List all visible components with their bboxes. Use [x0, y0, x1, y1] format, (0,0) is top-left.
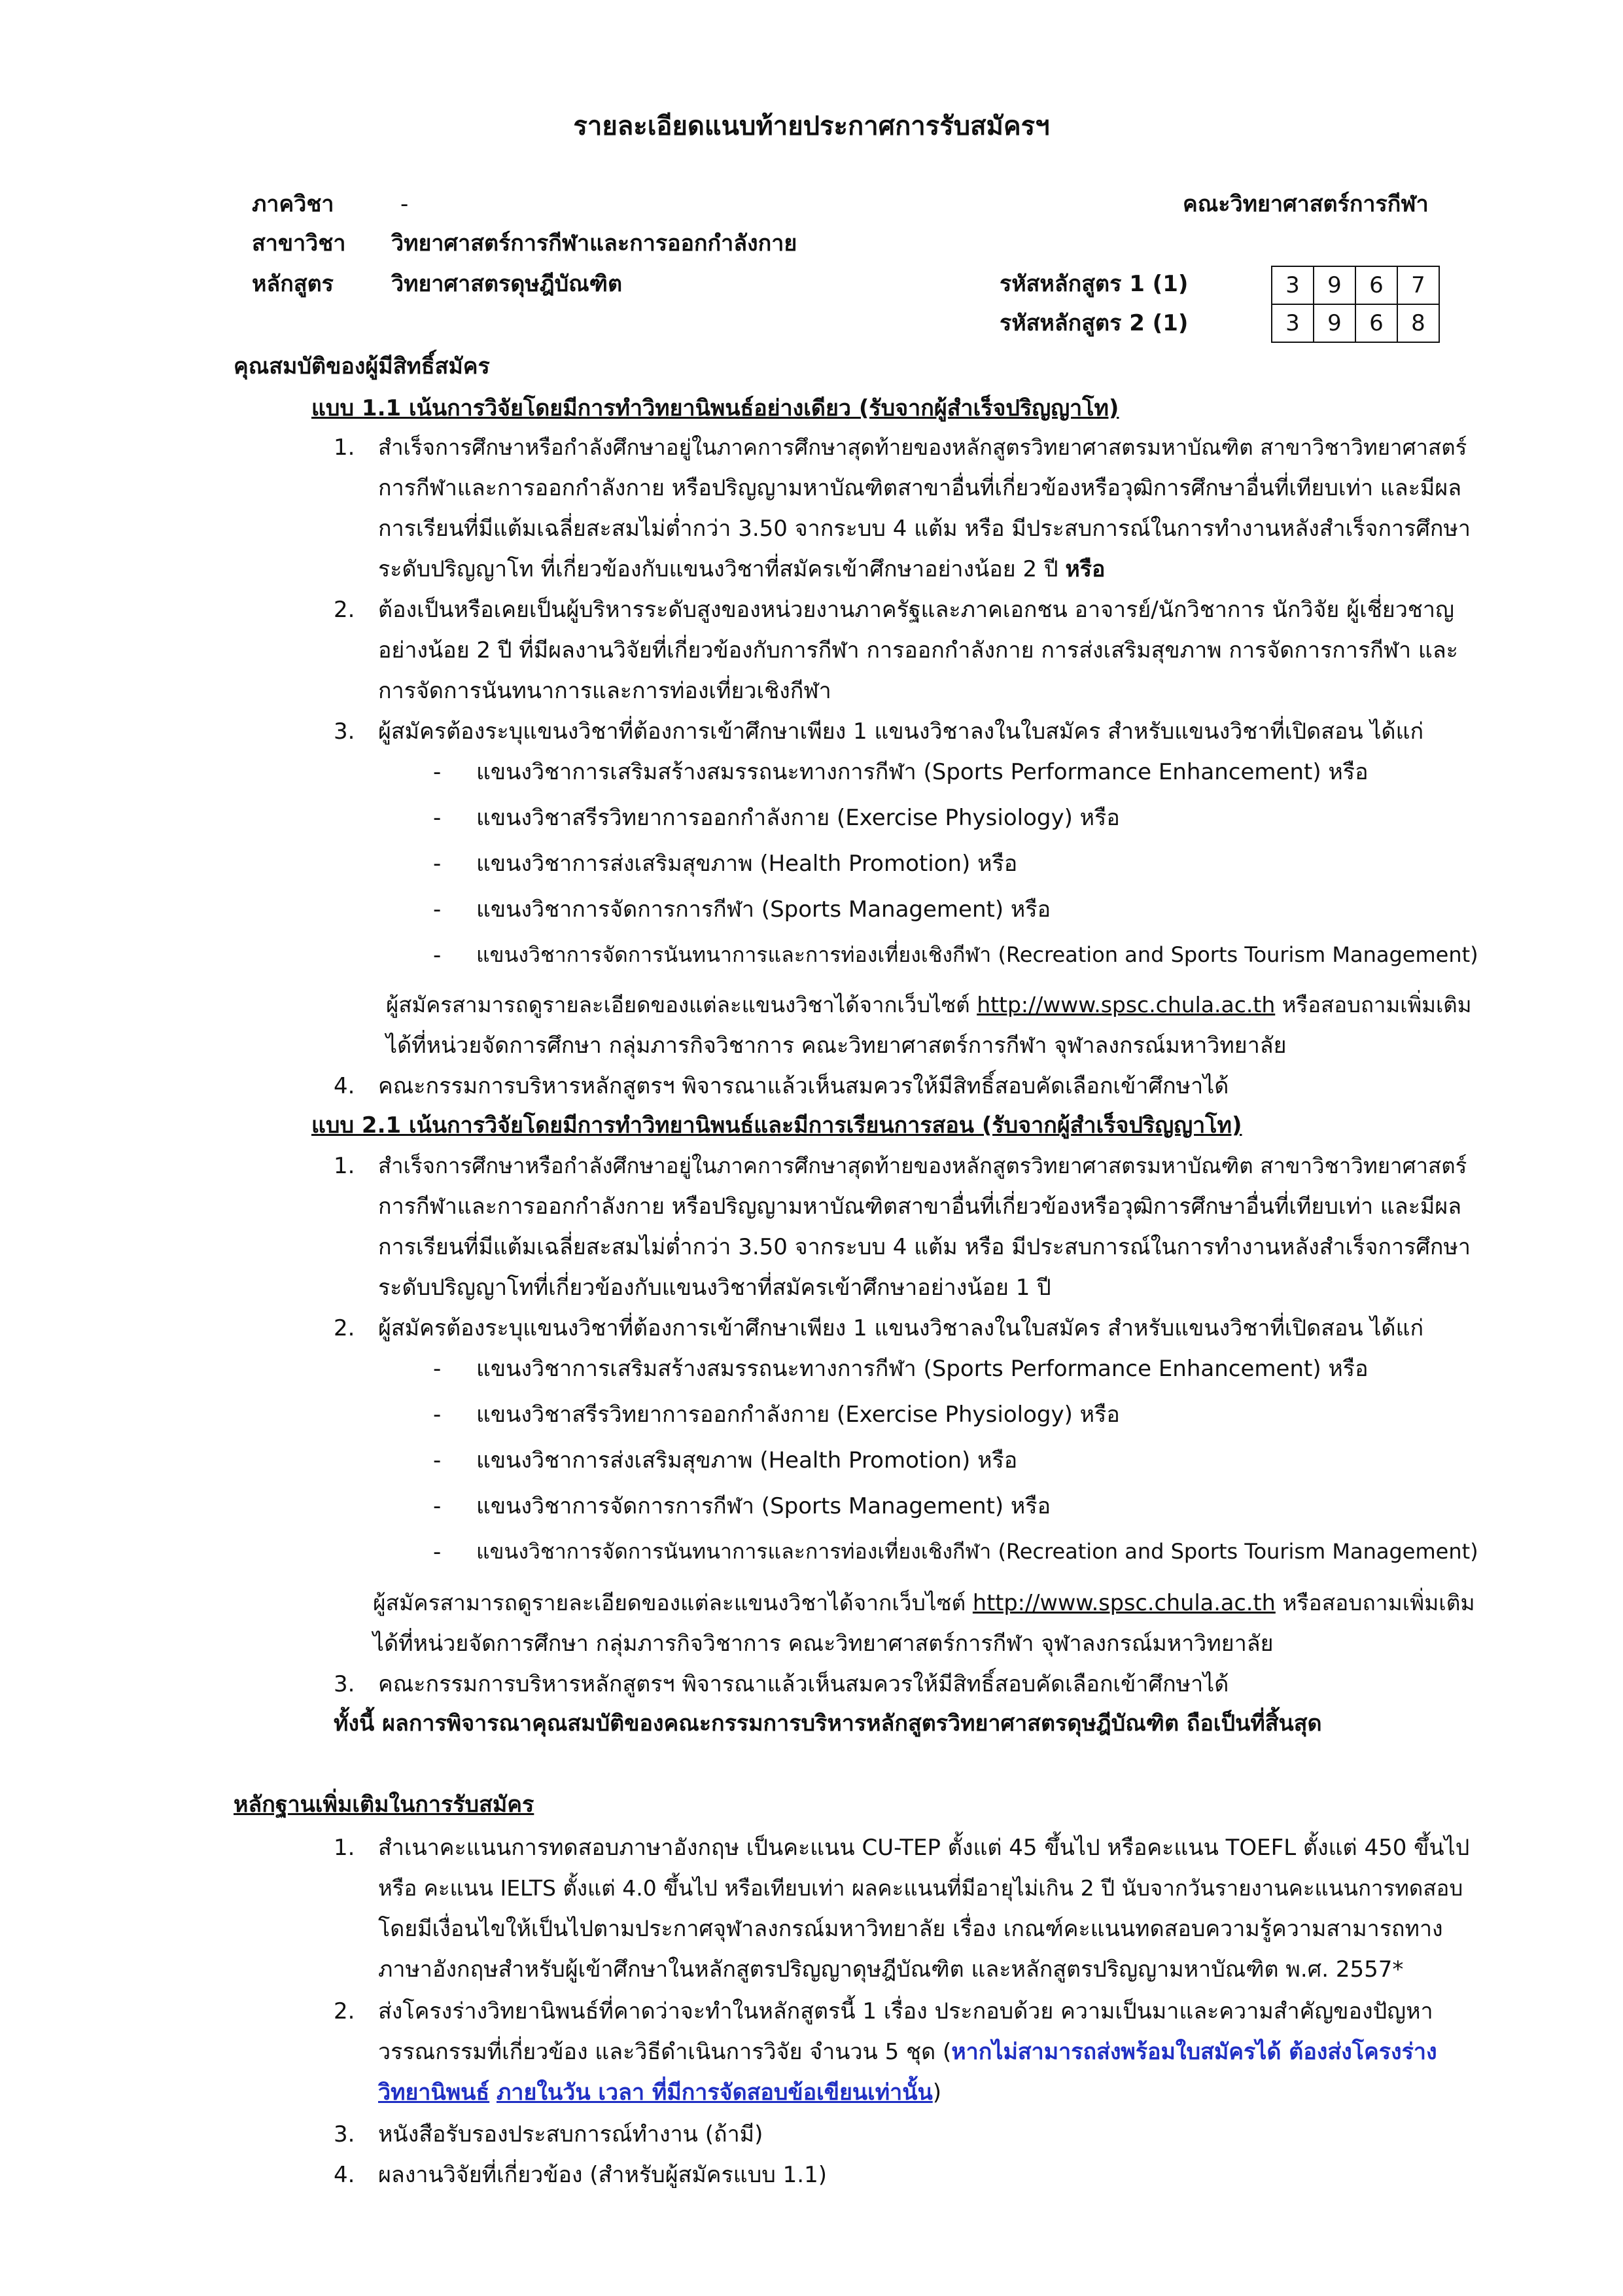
website-text: หรือสอบถามเพิ่มเติม — [1282, 992, 1472, 1017]
or-keyword: หรือ — [1065, 556, 1106, 582]
evidence-item-1-line: โดยมีเงื่อนไขให้เป็นไปตามประกาศจุฬาลงกรณ์มหาวิทยาลัย เรื่อง เกณฑ์คะแนนทดสอบความรู้ความสามารถทาง — [378, 1916, 1443, 1942]
plan-2-1-item-1-line: ระดับปริญญาโทที่เกี่ยวข้องกับแขนงวิชาที่สมัครเข้าศึกษาอย่างน้อย 1 ปี — [378, 1275, 1051, 1301]
evidence-item-2-line — [378, 2039, 1437, 2066]
evidence-item-2-number: 2. — [334, 1998, 355, 2024]
program-label: หลักสูตร — [252, 271, 334, 297]
plan-2-1-track: แขนงวิชาการจัดการนันทนาการและการท่องเที่ยงเชิงกีฬา (Recreation and Sports Tourism Management) — [476, 1539, 1478, 1564]
evidence-item-2-text: วรรณกรรมที่เกี่ยวข้อง และวิธีดำเนินการวิจัย จำนวน 5 ชุด ( — [378, 2039, 952, 2065]
plan-2-1-track: แขนงวิชาการส่งเสริมสุขภาพ (Health Promotion) หรือ — [476, 1447, 1018, 1474]
plan-1-1-item-1-line-text: ระดับปริญญาโท ที่เกี่ยวข้องกับแขนงวิชาที่สมัครเข้าศึกษาอย่างน้อย 2 ปี — [378, 556, 1058, 582]
program-value: วิทยาศาสตรดุษฎีบัณฑิต — [391, 271, 623, 297]
final-note: ทั้งนี้ ผลการพิจารณาคุณสมบัติของคณะกรรมการบริหารหลักสูตรวิทยาศาสตรดุษฎีบัณฑิต ถือเป็นที่สิ้นสุด — [334, 1710, 1322, 1737]
list-dash: - — [433, 1356, 442, 1382]
evidence-item-1-line: สำเนาคะแนนการทดสอบภาษาอังกฤษ เป็นคะแนน CU-TEP ตั้งแต่ 45 ขึ้นไป หรือคะแนน TOEFL ตั้งแต่ 450 ขึ้นไป — [378, 1835, 1470, 1861]
website-link[interactable]: http://www.spsc.chula.ac.th — [972, 1590, 1276, 1616]
plan-2-1-item-2-number: 2. — [334, 1315, 355, 1341]
evidence-item-4-number: 4. — [334, 2162, 355, 2188]
plan-2-1-heading: แบบ 2.1 เน้นการวิจัยโดยมีการทำวิทยานิพนธ์และมีการเรียนการสอน (รับจากผู้สำเร็จปริญญาโท) — [311, 1112, 1242, 1139]
department-value: - — [400, 191, 409, 217]
list-dash: - — [433, 805, 442, 831]
list-dash: - — [433, 1447, 442, 1474]
department-label: ภาควิชา — [252, 191, 334, 217]
website-link[interactable]: http://www.spsc.chula.ac.th — [977, 992, 1276, 1017]
plan-1-1-item-1-line: การกีฬาและการออกกำลังกาย หรือปริญญามหาบัณฑิตสาขาอื่นที่เกี่ยวข้องหรือวุฒิการศึกษาอื่นที่เทียบเท่า และมีผล — [378, 475, 1462, 501]
evidence-item-3-line: หนังสือรับรองประสบการณ์ทำงาน (ถ้ามี) — [378, 2121, 763, 2147]
plan-1-1-item-1-number: 1. — [334, 434, 355, 461]
evidence-item-2-highlight: หากไม่สามารถส่งพร้อมใบสมัครได้ ต้องส่งโครงร่าง — [951, 2039, 1437, 2065]
major-value: วิทยาศาสตร์การกีฬาและการออกกำลังกาย — [391, 230, 797, 256]
evidence-item-2-highlight: วิทยานิพนธ์ — [378, 2079, 490, 2106]
plan-1-1-item-1-line — [378, 556, 1105, 583]
plan-1-1-item-2-line: การจัดการนันทนาการและการท่องเที่ยวเชิงกีฬา — [378, 678, 831, 704]
website-text: ผู้สมัครสามารถดูรายละเอียดของแต่ละแขนงวิชาได้จากเว็บไซต์ — [386, 992, 970, 1017]
plan-1-1-track: แขนงวิชาสรีรวิทยาการออกกำลังกาย (Exercise Physiology) หรือ — [476, 805, 1120, 831]
list-dash: - — [433, 942, 442, 968]
list-dash: - — [433, 851, 442, 877]
code-digit: 3 — [1272, 304, 1314, 342]
plan-1-1-website-line — [386, 992, 1471, 1018]
code-digit: 7 — [1397, 266, 1439, 304]
website-text: ผู้สมัครสามารถดูรายละเอียดของแต่ละแขนงวิชาได้จากเว็บไซต์ — [373, 1590, 966, 1616]
list-dash: - — [433, 1493, 442, 1519]
code-digit: 3 — [1272, 266, 1314, 304]
plan-2-1-item-1-line: การเรียนที่มีแต้มเฉลี่ยสะสมไม่ต่ำกว่า 3.50 จากระบบ 4 แต้ม หรือ มีประสบการณ์ในการทำงานหลังสำเร็จการศึกษา — [378, 1234, 1471, 1260]
list-dash: - — [433, 1539, 442, 1565]
plan-1-1-item-4-number: 4. — [334, 1073, 355, 1099]
document-title: รายละเอียดแนบท้ายประกาศการรับสมัครฯ — [573, 111, 1050, 141]
plan-1-1-item-2-line: ต้องเป็นหรือเคยเป็นผู้บริหารระดับสูงของหน่วยงานภาครัฐและภาคเอกชน อาจารย์/นักวิชาการ นักวิจัย ผู้เชี่ยวชาญ — [378, 597, 1454, 623]
plan-2-1-item-1-number: 1. — [334, 1153, 355, 1179]
plan-1-1-heading: แบบ 1.1 เน้นการวิจัยโดยมีการทำวิทยานิพนธ์อย่างเดียว (รับจากผู้สำเร็จปริญญาโท) — [311, 395, 1119, 421]
evidence-item-1-line: ภาษาอังกฤษสำหรับผู้เข้าศึกษาในหลักสูตรปริญญาดุษฎีบัณฑิต และหลักสูตรปริญญามหาบัณฑิต พ.ศ. 2557* — [378, 1956, 1404, 1983]
evidence-item-2-text: ) — [932, 2079, 941, 2106]
plan-1-1-item-1-line: การเรียนที่มีแต้มเฉลี่ยสะสมไม่ต่ำกว่า 3.50 จากระบบ 4 แต้ม หรือ มีประสบการณ์ในการทำงานหลังสำเร็จการศึกษา — [378, 516, 1471, 542]
plan-2-1-website-line-2: ได้ที่หน่วยจัดการศึกษา กลุ่มภารกิจวิชาการ คณะวิทยาศาสตร์การกีฬา จุฬาลงกรณ์มหาวิทยาลัย — [373, 1631, 1274, 1657]
code-digit: 9 — [1314, 266, 1355, 304]
program-code-1-boxes — [1271, 266, 1440, 305]
plan-2-1-track: แขนงวิชาการเสริมสร้างสมรรถนะทางการกีฬา (Sports Performance Enhancement) หรือ — [476, 1356, 1369, 1382]
plan-1-1-item-2-line: อย่างน้อย 2 ปี ที่มีผลงานวิจัยที่เกี่ยวข้องกับการกีฬา การออกกำลังกาย การส่งเสริมสุขภาพ การจัดการการกีฬา และ — [378, 637, 1458, 663]
plan-1-1-item-4-line: คณะกรรมการบริหารหลักสูตรฯ พิจารณาแล้วเห็นสมควรให้มีสิทธิ์สอบคัดเลือกเข้าศึกษาได้ — [378, 1073, 1229, 1099]
program-code-1-label: รหัสหลักสูตร 1 (1) — [1000, 271, 1189, 297]
plan-2-1-item-1-line: การกีฬาและการออกกำลังกาย หรือปริญญามหาบัณฑิตสาขาอื่นที่เกี่ยวข้องหรือวุฒิการศึกษาอื่นที่เทียบเท่า และมีผล — [378, 1193, 1462, 1220]
code-digit: 8 — [1397, 304, 1439, 342]
plan-2-1-track: แขนงวิชาสรีรวิทยาการออกกำลังกาย (Exercise Physiology) หรือ — [476, 1402, 1120, 1428]
plan-2-1-item-3-line: คณะกรรมการบริหารหลักสูตรฯ พิจารณาแล้วเห็นสมควรให้มีสิทธิ์สอบคัดเลือกเข้าศึกษาได้ — [378, 1671, 1229, 1697]
evidence-item-4-line: ผลงานวิจัยที่เกี่ยวข้อง (สำหรับผู้สมัครแบบ 1.1) — [378, 2162, 828, 2188]
list-dash: - — [433, 759, 442, 785]
program-code-2-boxes — [1271, 304, 1440, 343]
plan-2-1-item-1-line: สำเร็จการศึกษาหรือกำลังศึกษาอยู่ในภาคการศึกษาสุดท้ายของหลักสูตรวิทยาศาสตรมหาบัณฑิต สาขาวิชาวิทยาศาสตร์ — [378, 1153, 1467, 1178]
evidence-item-3-number: 3. — [334, 2121, 355, 2147]
plan-1-1-item-3-line: ผู้สมัครต้องระบุแขนงวิชาที่ต้องการเข้าศึกษาเพียง 1 แขนงวิชาลงในใบสมัคร สำหรับแขนงวิชาที่เปิดสอน ได้แก่ — [378, 718, 1424, 745]
code-digit: 9 — [1314, 304, 1355, 342]
faculty-name: คณะวิทยาศาสตร์การกีฬา — [1183, 191, 1429, 217]
plan-1-1-item-3-number: 3. — [334, 718, 355, 745]
plan-1-1-track: แขนงวิชาการเสริมสร้างสมรรถนะทางการกีฬา (Sports Performance Enhancement) หรือ — [476, 759, 1369, 785]
plan-1-1-track: แขนงวิชาการจัดการการกีฬา (Sports Management) หรือ — [476, 896, 1051, 923]
website-text: หรือสอบถามเพิ่มเติม — [1282, 1590, 1475, 1616]
evidence-item-1-line: หรือ คะแนน IELTS ตั้งแต่ 4.0 ขึ้นไป หรือเทียบเท่า ผลคะแนนที่มีอายุไม่เกิน 2 ปี นับจากวันรายงานคะแนนการทดสอบ — [378, 1875, 1463, 1901]
code-digit: 6 — [1355, 304, 1397, 342]
evidence-item-2-highlight: ภายในวัน เวลา ที่มีการจัดสอบข้อเขียนเท่านั้น — [496, 2079, 933, 2106]
code-digit: 6 — [1355, 266, 1397, 304]
list-dash: - — [433, 896, 442, 923]
list-dash: - — [433, 1402, 442, 1428]
plan-1-1-item-1-line: สำเร็จการศึกษาหรือกำลังศึกษาอยู่ในภาคการศึกษาสุดท้ายของหลักสูตรวิทยาศาสตรมหาบัณฑิต สาขาวิชาวิทยาศาสตร์ — [378, 434, 1467, 460]
plan-2-1-track: แขนงวิชาการจัดการการกีฬา (Sports Management) หรือ — [476, 1493, 1051, 1519]
plan-2-1-item-3-number: 3. — [334, 1671, 355, 1697]
evidence-item-1-number: 1. — [334, 1835, 355, 1861]
evidence-item-2-line: ส่งโครงร่างวิทยานิพนธ์ที่คาดว่าจะทำในหลักสูตรนี้ 1 เรื่อง ประกอบด้วย ความเป็นมาและความสำคัญของปัญหา — [378, 1998, 1433, 2024]
program-code-2-label: รหัสหลักสูตร 2 (1) — [1000, 310, 1189, 336]
plan-2-1-item-2-line: ผู้สมัครต้องระบุแขนงวิชาที่ต้องการเข้าศึกษาเพียง 1 แขนงวิชาลงในใบสมัคร สำหรับแขนงวิชาที่เปิดสอน ได้แก่ — [378, 1315, 1424, 1341]
plan-1-1-item-2-number: 2. — [334, 597, 355, 623]
evidence-heading: หลักฐานเพิ่มเติมในการรับสมัคร — [234, 1792, 534, 1818]
plan-1-1-track: แขนงวิชาการจัดการนันทนาการและการท่องเที่ยงเชิงกีฬา (Recreation and Sports Tourism Management) — [476, 942, 1478, 967]
plan-2-1-website-line — [373, 1590, 1475, 1616]
evidence-item-2-line — [378, 2079, 941, 2106]
major-label: สาขาวิชา — [252, 230, 346, 256]
plan-1-1-track: แขนงวิชาการส่งเสริมสุขภาพ (Health Promotion) หรือ — [476, 851, 1018, 877]
plan-1-1-website-line-2: ได้ที่หน่วยจัดการศึกษา กลุ่มภารกิจวิชาการ คณะวิทยาศาสตร์การกีฬา จุฬาลงกรณ์มหาวิทยาลัย — [386, 1033, 1287, 1059]
qualifications-heading: คุณสมบัติของผู้มีสิทธิ์สมัคร — [234, 353, 490, 380]
